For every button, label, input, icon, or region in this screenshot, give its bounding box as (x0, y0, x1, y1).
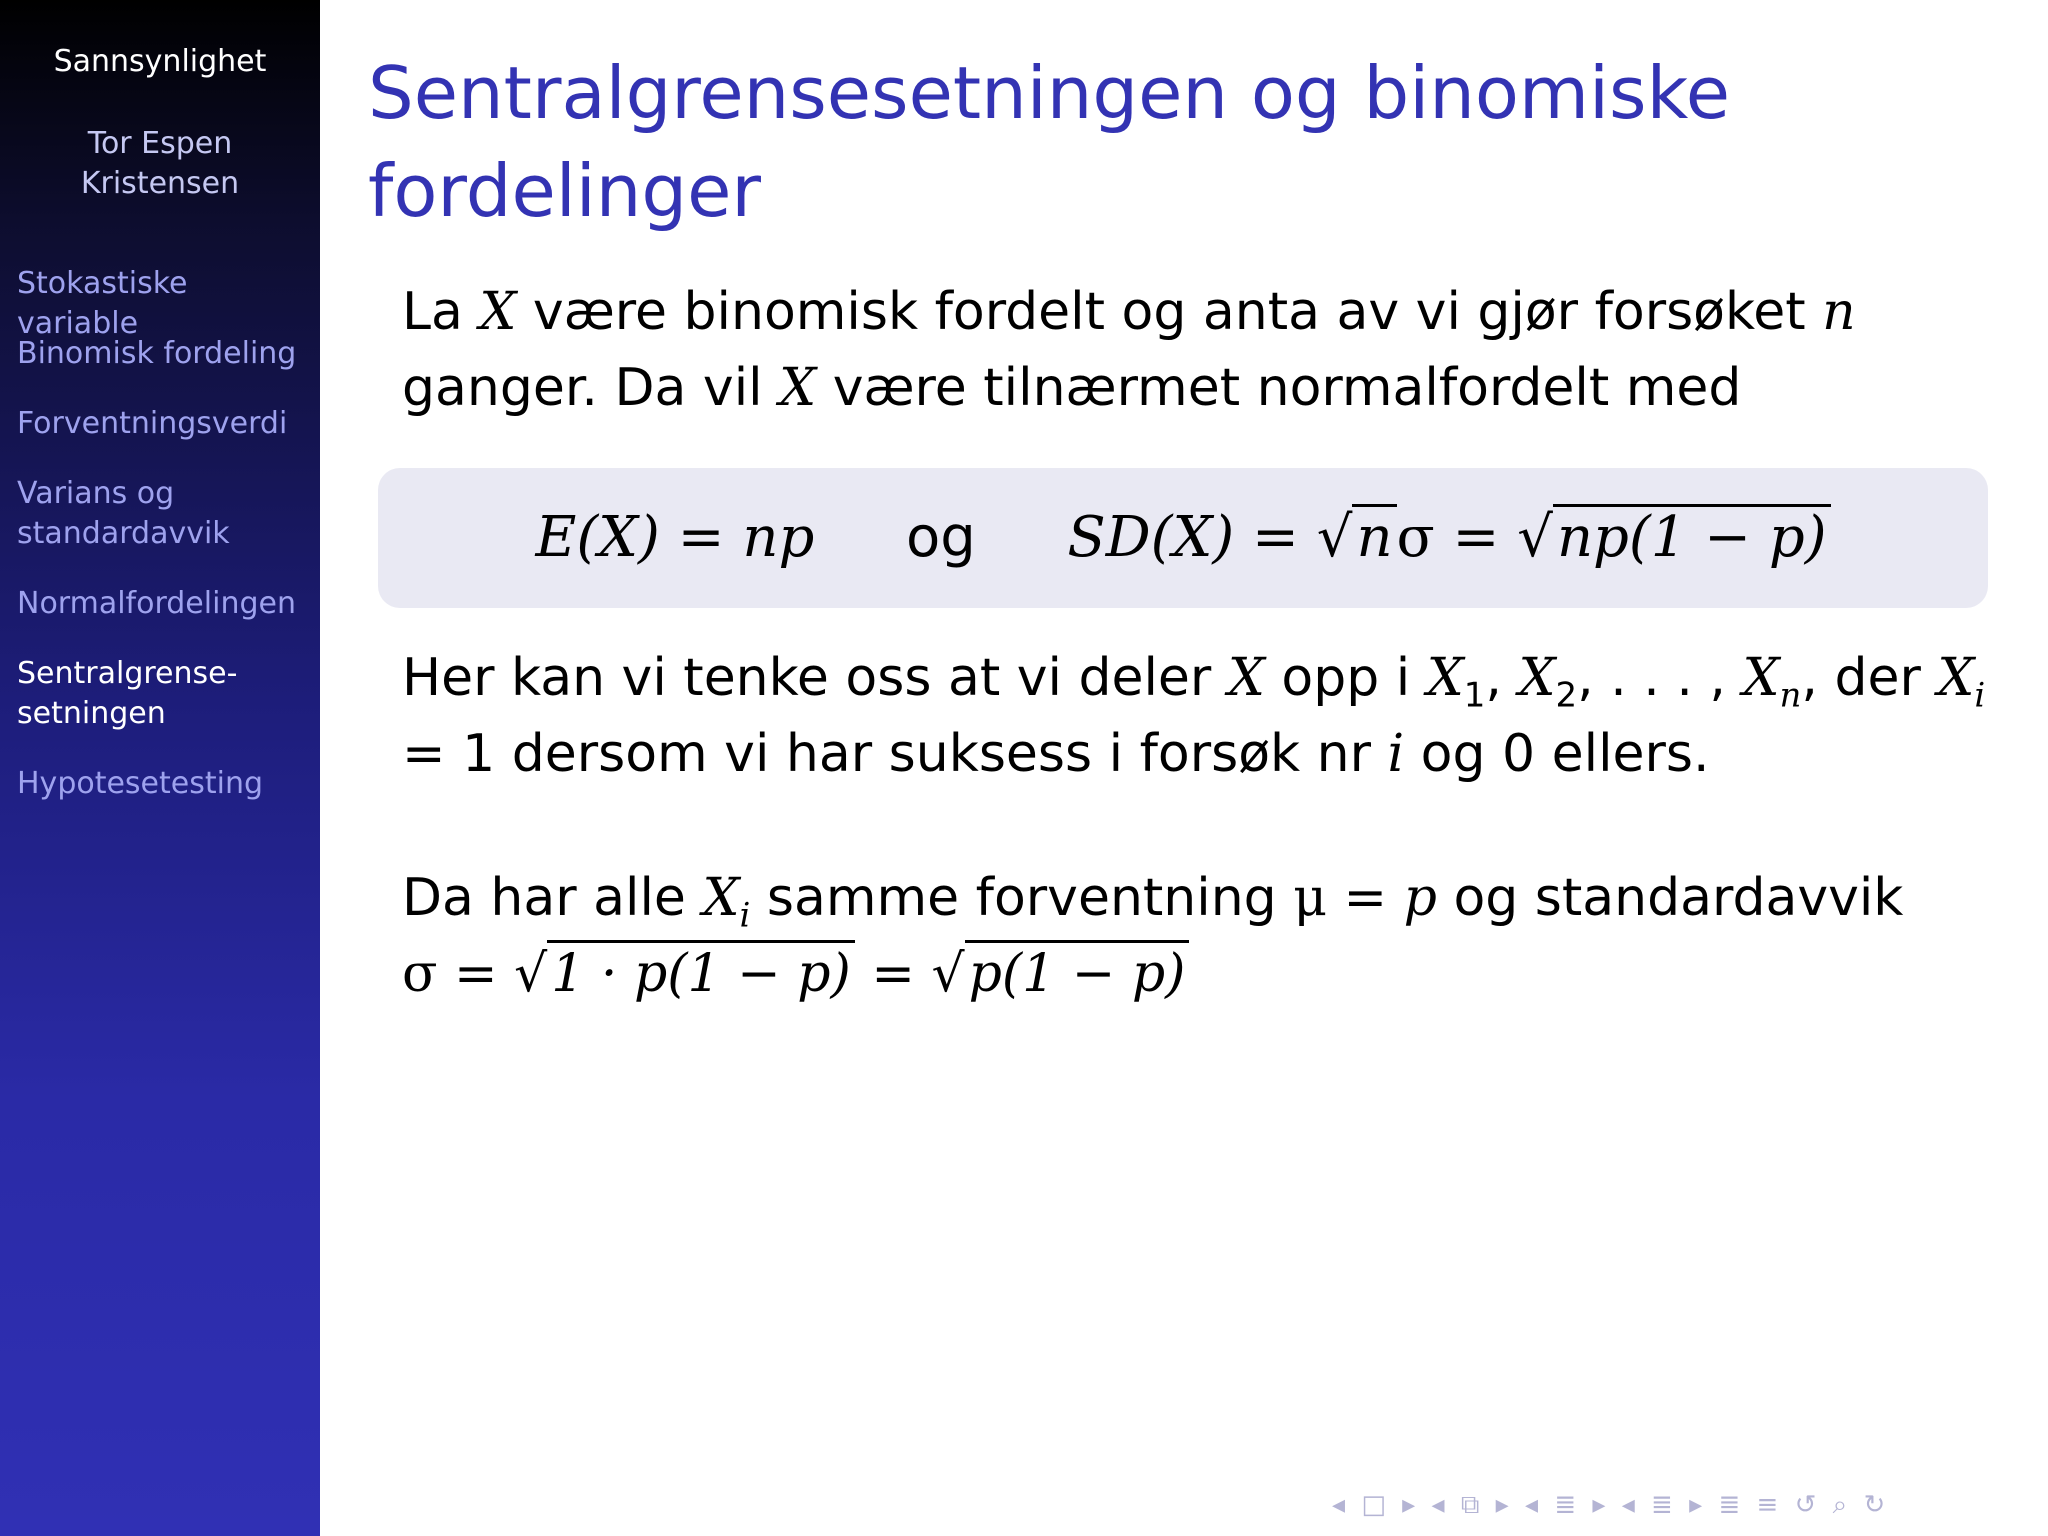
nav-outline-icon[interactable]: ≣ (1718, 1490, 1741, 1520)
paragraph-expectation (402, 860, 2002, 1012)
sqrt-1-p-body: 1 · p(1 − p) (547, 940, 855, 1005)
formula-og: og (905, 505, 976, 570)
math-sigma: σ = (402, 944, 515, 1004)
nav-prev-frame-icon[interactable]: ◂ (1332, 1490, 1346, 1520)
math-var: X (779, 358, 817, 418)
subscript: 2 (1555, 675, 1578, 716)
text: Her kan vi tenke oss at vi deler (402, 648, 1228, 708)
sidebar-author[interactable]: Tor Espen Kristensen (80, 126, 240, 201)
math-var: X (1937, 648, 1975, 708)
sqrt-np (1517, 468, 1830, 608)
formula-expected: E(X) = np (535, 505, 815, 570)
math-eq: = (854, 944, 932, 1004)
math-var: p (1403, 868, 1437, 928)
sidebar (0, 0, 320, 1536)
text: ganger. Da vil (402, 358, 780, 418)
nav-next-section-icon[interactable]: ▸ (1689, 1490, 1703, 1520)
nav-forward-icon[interactable]: ↻ (1863, 1490, 1886, 1520)
nav-frame-icon[interactable]: □ (1361, 1490, 1386, 1520)
navigation-controls (1332, 1490, 2032, 1520)
nav-next-frame-icon[interactable]: ▸ (1402, 1490, 1416, 1520)
comma: , (1485, 648, 1519, 708)
sidebar-item-normalfordelingen[interactable]: Normalfordelingen (17, 586, 296, 621)
math-var: n (1822, 282, 1856, 342)
formula-sigma: σ = (1396, 505, 1518, 570)
nav-search-icon[interactable]: ⌕ (1832, 1490, 1848, 1520)
math-mu: μ = (1293, 868, 1404, 928)
sidebar-presentation-title[interactable]: Sannsynlighet (53, 44, 267, 79)
math-var: X (1518, 648, 1556, 708)
nav-section-icon[interactable]: ≣ (1651, 1490, 1673, 1520)
formula-box (378, 468, 1988, 608)
math-var: i (1387, 724, 1405, 784)
sqrt-sign-icon: √ (931, 944, 965, 1004)
text: Da har alle (402, 868, 703, 928)
sidebar-item-sentralgrensesetningen[interactable]: Sentralgrense- setningen (17, 656, 238, 731)
text: La (402, 282, 480, 342)
nav-prev-slide-icon[interactable]: ◂ (1431, 1490, 1445, 1520)
formula-expected-and-sd (378, 468, 1988, 608)
math-var: X (479, 282, 517, 342)
sqrt-np-body: np(1 − p) (1553, 504, 1831, 569)
subscript: i (739, 895, 751, 936)
text: opp i (1264, 648, 1427, 708)
nav-toc-icon[interactable]: ≡ (1756, 1490, 1779, 1520)
nav-back-icon[interactable]: ↺ (1794, 1490, 1817, 1520)
text: = 1 (402, 724, 496, 784)
text: dersom vi har suksess i forsøk nr (495, 724, 1388, 784)
math-var: X (1426, 648, 1464, 708)
text: være tilnærmet normalfordelt med (816, 358, 1742, 418)
subscript: 1 (1463, 675, 1486, 716)
nav-next-subsection-icon[interactable]: ▸ (1592, 1490, 1606, 1520)
sidebar-item-varians-og-standardavvik[interactable]: Varians og standardavvik (17, 476, 230, 551)
sidebar-item-forventningsverdi[interactable]: Forventningsverdi (17, 406, 288, 441)
paragraph-intro (402, 274, 2002, 426)
sqrt-n (1317, 468, 1397, 608)
paragraph-decomposition (402, 640, 2002, 792)
formula-sd: SD(X) = (1067, 505, 1317, 570)
sqrt-n-body: n (1352, 504, 1396, 569)
sidebar-item-hypotesetesting[interactable]: Hypotesetesting (17, 766, 264, 801)
nav-prev-section-icon[interactable]: ◂ (1621, 1490, 1635, 1520)
math-var: X (1227, 648, 1265, 708)
sidebar-item-binomisk-fordeling[interactable]: Binomisk fordeling (17, 336, 297, 371)
sqrt-sign-icon: √ (1316, 505, 1353, 570)
nav-prev-subsection-icon[interactable]: ◂ (1525, 1490, 1539, 1520)
subscript: n (1779, 675, 1802, 716)
subscript: i (1974, 675, 1986, 716)
math-var: X (702, 868, 740, 928)
sqrt-p-body: p(1 − p) (965, 940, 1190, 1005)
text: være binomisk fordelt og anta av vi gjør forsøket (516, 282, 1823, 342)
text: og standardavvik (1436, 868, 1904, 928)
slide-title: Sentralgrensesetningen og binomiske fordelinger (368, 51, 1730, 233)
nav-subsection-icon[interactable]: ≣ (1554, 1490, 1577, 1520)
nav-next-slide-icon[interactable]: ▸ (1495, 1490, 1509, 1520)
sqrt-1-p (514, 936, 855, 1012)
sidebar-item-stokastiske-variable[interactable]: Stokastiske variable (17, 266, 188, 341)
dots: , . . . , (1577, 648, 1743, 708)
text: og 0 ellers. (1404, 724, 1710, 784)
math-var: X (1742, 648, 1780, 708)
nav-slide-icon[interactable]: ⧉ (1460, 1490, 1480, 1520)
sqrt-p (931, 936, 1189, 1012)
text: , der (1801, 648, 1938, 708)
sqrt-sign-icon: √ (1517, 505, 1553, 570)
text: samme forventning (750, 868, 1294, 928)
sqrt-sign-icon: √ (514, 944, 548, 1004)
